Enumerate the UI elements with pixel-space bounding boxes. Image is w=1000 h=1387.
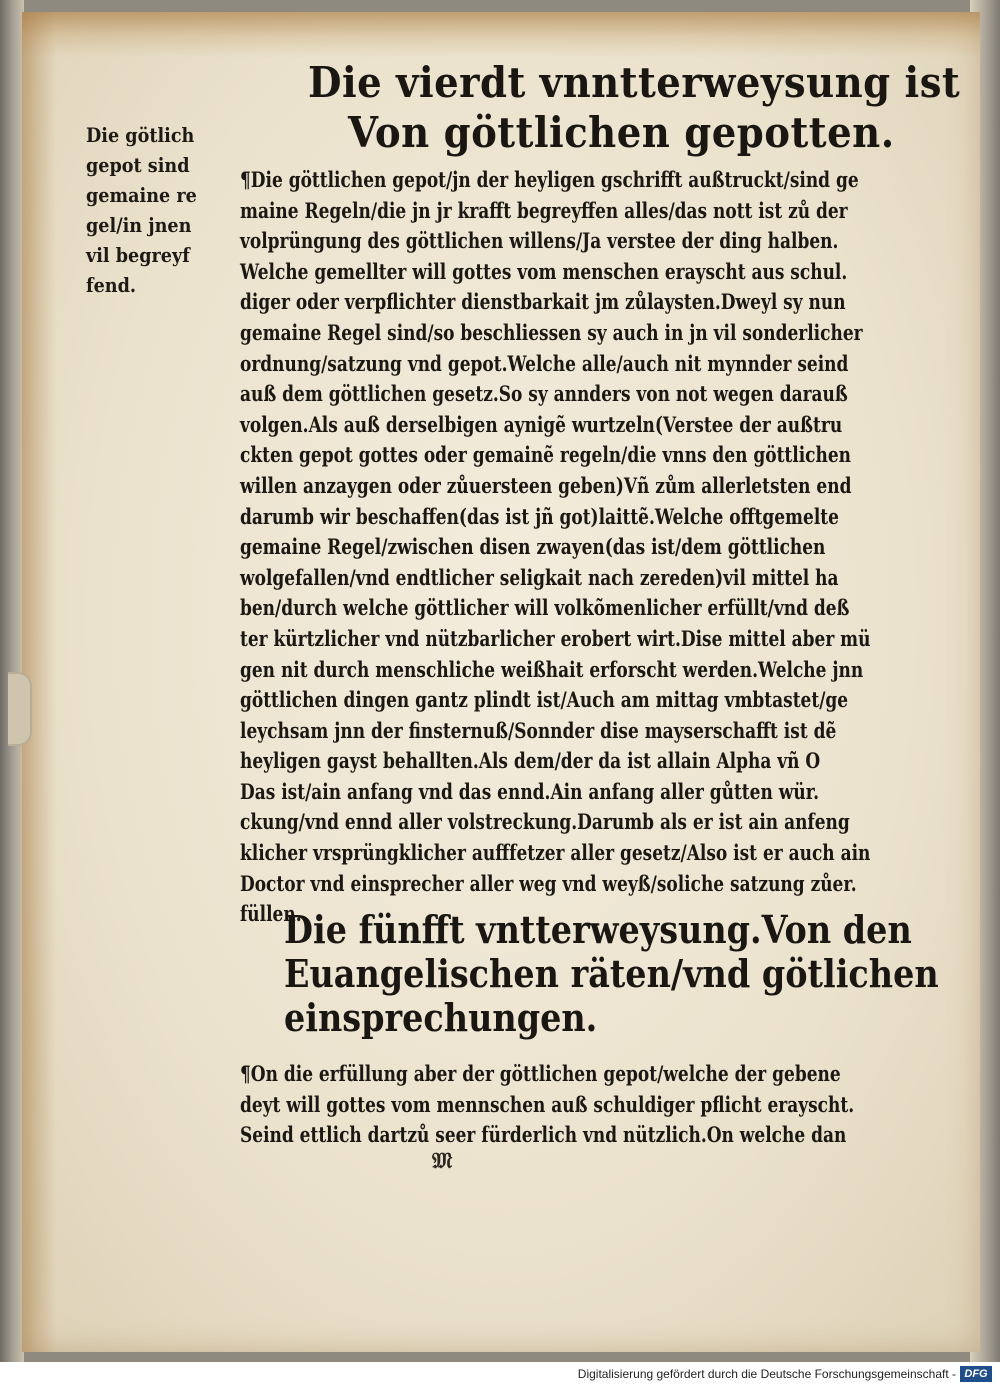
text-line: ¶On die erfüllung aber der göttlichen gepot/welche der gebene xyxy=(240,1062,841,1087)
text-line: maine Regeln/die jn jr krafft begreyffen alles/das nott ist zů der xyxy=(240,198,848,224)
text-line: Das ist/ain anfang vnd das ennd.Ain anfang aller gůtten wür. xyxy=(240,779,819,805)
text-line: Welche gemellter will gottes vom menschen erayscht aus schul. xyxy=(240,259,848,285)
text-line: diger oder verpflichter dienstbarkait jm zůlaysten.Dweyl sy nun xyxy=(240,290,846,316)
chapter-heading-line-2: Von göttlichen gepotten. xyxy=(348,108,895,157)
chapter-heading-line-1: Die vierdt vnntterweysung ist xyxy=(308,58,961,107)
text-line: füllen. xyxy=(240,902,302,928)
marginal-note-line: fend. xyxy=(86,273,137,297)
text-line: ben/durch welche göttlicher will volkõmenlicher erfüllt/vnd deß xyxy=(240,596,850,622)
chapter-heading-2 xyxy=(284,908,1000,1040)
text-line: willen anzaygen oder zůuersteen geben)Vñ zům allerletsten end xyxy=(240,473,852,499)
text-line: klicher vrsprüngklicher aufffetzer aller gesetz/Also ist er auch ain xyxy=(240,841,871,867)
text-line: leychsam jnn der finsternuß/Sonnder dise mayserschafft ist dẽ xyxy=(240,718,837,744)
text-line: gen nit durch menschliche weißhait erforscht werden.Welche jnn xyxy=(240,657,864,683)
funding-credit: Digitalisierung gefördert durch die Deutsche Forschungsgemeinschaft - xyxy=(577,1367,956,1381)
text-line: auß dem göttlichen gesetz.So sy annders von not wegen darauß xyxy=(240,382,848,408)
marginal-note-line: gepot sind xyxy=(86,153,190,177)
heading-2-line: Euangelischen räten/vnd götlichen xyxy=(284,951,939,996)
text-line: ckten gepot gottes oder gemainẽ regeln/die vnns den göttlichen xyxy=(240,443,852,469)
footer-bar xyxy=(0,1362,1000,1387)
marginal-note-line: gemaine re xyxy=(86,183,197,207)
marginal-note-line: gel/in jnen xyxy=(86,213,192,237)
text-line: volgen.Als auß derselbigen aynigẽ wurtzeln(Verstee der außtru xyxy=(240,412,843,438)
signature-mark: 𝔐 xyxy=(432,1148,453,1174)
text-line: gemaine Regel/zwischen disen zwayen(das ist/dem göttlichen xyxy=(240,535,826,561)
page-stain-top xyxy=(22,12,980,58)
text-line: wolgefallen/vnd endtlicher seligkait nach zereden)vil mittel ha xyxy=(240,565,839,591)
text-line: göttlichen dingen gantz plindt ist/Auch am mittag vmbtastet/ge xyxy=(240,688,849,714)
text-line: Seind ettlich dartzů seer fürderlich vnd nützlich.On welche dan xyxy=(240,1123,847,1149)
text-line: ckung/vnd ennd aller volstreckung.Darumb als er ist ain anfeng xyxy=(240,810,850,836)
text-line: deyt will gottes vom mennschen auß schuldiger pflicht erayscht. xyxy=(240,1092,855,1118)
page-tab-mark xyxy=(8,672,32,746)
heading-2-line: Die fünfft vntterweysung.Von den xyxy=(284,907,912,952)
text-line: ter kürtzlicher vnd nützbarlicher erobert wirt.Dise mittel aber mü xyxy=(240,626,871,652)
text-line: Doctor vnd einsprecher aller weg vnd weyß/soliche satzung zůer. xyxy=(240,871,857,897)
text-line: ¶Die göttlichen gepot/jn der heyligen gschrifft außtruckt/sind ge xyxy=(240,168,859,193)
text-line: volprüngung des göttlichen willens/Ja verstee der ding halben. xyxy=(240,229,839,255)
marginal-note-line: Die götlich xyxy=(86,123,195,147)
text-line: ordnung/satzung vnd gepot.Welche alle/auch nit mynnder seind xyxy=(240,351,849,377)
marginal-note-line: vil begreyf xyxy=(86,243,190,267)
heading-2-line: einsprechungen. xyxy=(284,995,598,1040)
text-line: heyligen gayst behallten.Als dem/der da ist allain Alpha vñ O xyxy=(240,749,821,775)
dfg-logo-icon: DFG xyxy=(960,1366,992,1382)
text-line: darumb wir beschaffen(das ist jñ got)laittẽ.Welche offtgemelte xyxy=(240,504,839,530)
body-paragraph-1 xyxy=(240,166,1000,931)
marginal-note xyxy=(86,120,234,300)
text-line: gemaine Regel sind/so beschliessen sy auch in jn vil sonderlicher xyxy=(240,320,863,346)
body-paragraph-2 xyxy=(240,1060,1000,1152)
